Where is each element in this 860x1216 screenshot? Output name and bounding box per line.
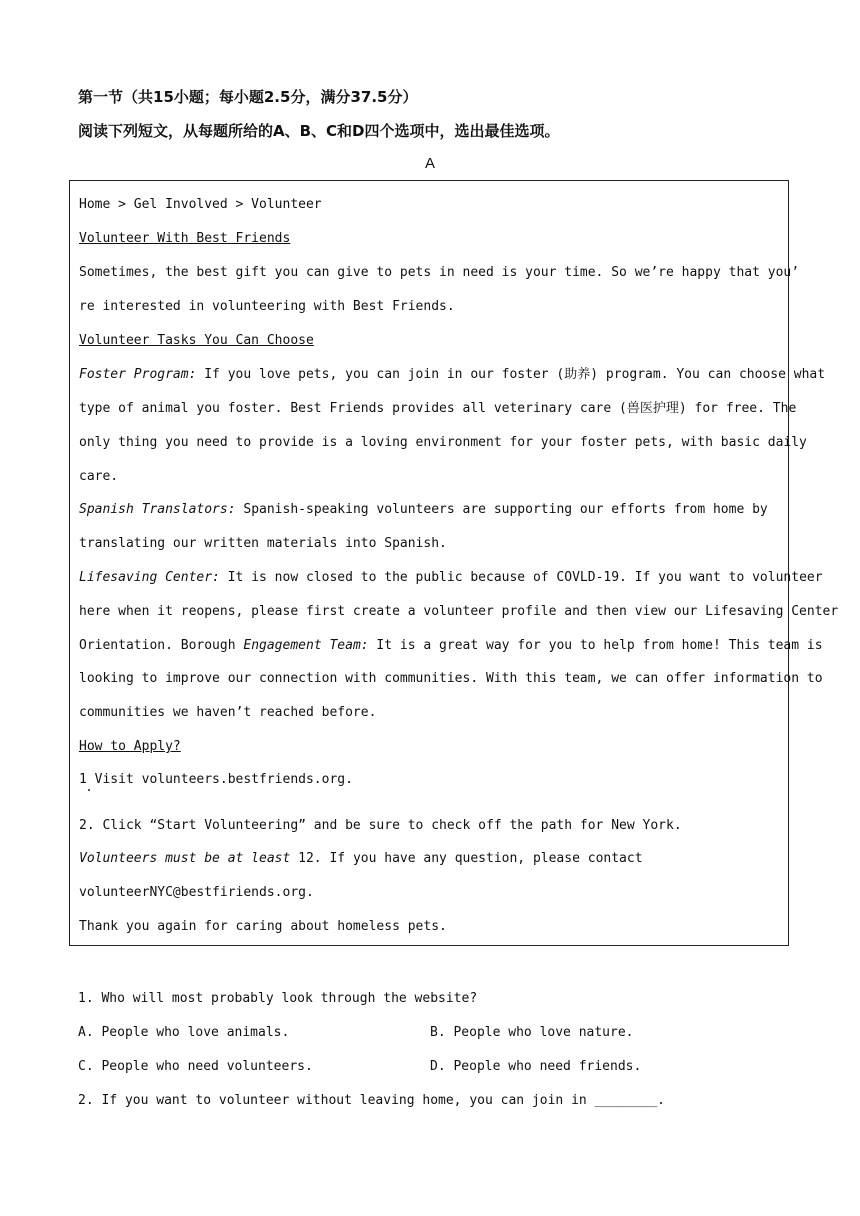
heading-volunteer-tasks: Volunteer Tasks You Can Choose: [79, 333, 314, 348]
option-c: C. People who need volunteers.: [78, 1059, 313, 1074]
lifesaving-line: [79, 638, 823, 654]
spanish-line: [79, 502, 768, 518]
lifesaving-text: It is now closed to the public because of COVLD-19. If you want to volunteer: [219, 570, 823, 585]
bullet-dot: [88, 789, 90, 791]
heading-volunteer-with-best-friends: Volunteer With Best Friends: [79, 231, 291, 246]
age-label: Volunteers must be at least: [79, 851, 291, 866]
thanks-line: Thank you again for caring about homeless pets.: [79, 919, 447, 934]
passage-box: [69, 180, 839, 946]
spanish-line: translating our written materials into Spanish.: [79, 536, 447, 551]
foster-text: If you love pets, you can join in our foster (助养) program. You can choose what: [196, 367, 826, 382]
lifesaving-line: [79, 570, 823, 586]
lifesaving-line: here when it reopens, please first create a volunteer profile and then view our Lifesaving Center: [79, 604, 839, 619]
foster-label: Foster Program:: [79, 367, 197, 382]
apply-step: 1 Visit volunteers.bestfriends.org.: [79, 772, 353, 787]
instruction: 阅读下列短文，从每题所给的A、B、C和D四个选项中，选出最佳选项。: [78, 122, 560, 140]
lifesaving-text: Orientation. Borough: [79, 638, 244, 653]
question-stem: 1. Who will most probably look through the website?: [78, 991, 478, 1006]
breadcrumb: Home > Gel Involved > Volunteer: [79, 197, 322, 212]
lifesaving-label: Lifesaving Center:: [79, 570, 220, 585]
engagement-label: Engagement Team:: [243, 638, 369, 653]
heading-how-to-apply: How to Apply?: [79, 739, 181, 754]
age-line: [79, 851, 643, 867]
foster-line: only thing you need to provide is a loving environment for your foster pets, with basic daily: [79, 435, 807, 450]
contact-email: volunteerNYC@bestfiriends.org.: [79, 885, 314, 900]
foster-line: [79, 367, 825, 383]
option-b: B. People who love nature.: [430, 1025, 634, 1040]
intro-line: Sometimes, the best gift you can give to pets in need is your time. So we’re happy that you’: [79, 265, 800, 280]
spanish-label: Spanish Translators:: [79, 502, 236, 517]
engagement-text: It is a great way for you to help from home! This team is: [368, 638, 823, 653]
passage-letter: A: [424, 155, 435, 172]
intro-line: re interested in volunteering with Best Friends.: [79, 299, 455, 314]
engagement-line: looking to improve our connection with communities. With this team, we can offer information to: [79, 671, 823, 686]
foster-line: type of animal you foster. Best Friends provides all veterinary care (兽医护理) for free. The: [79, 401, 797, 416]
question-stem: 2. If you want to volunteer without leaving home, you can join in ________.: [78, 1093, 665, 1108]
age-text: 12. If you have any question, please contact: [290, 851, 643, 866]
spanish-text: Spanish-speaking volunteers are supporting our efforts from home by: [235, 502, 768, 517]
apply-step: 2. Click “Start Volunteering” and be sure to check off the path for New York.: [79, 818, 682, 833]
option-a: A. People who love animals.: [78, 1025, 290, 1040]
foster-line: care.: [79, 469, 119, 484]
option-d: D. People who need friends.: [430, 1059, 642, 1074]
engagement-line: communities we haven’t reached before.: [79, 705, 377, 720]
section-title: 第一节（共15小题；每小题2.5分，满分37.5分）: [78, 88, 418, 106]
